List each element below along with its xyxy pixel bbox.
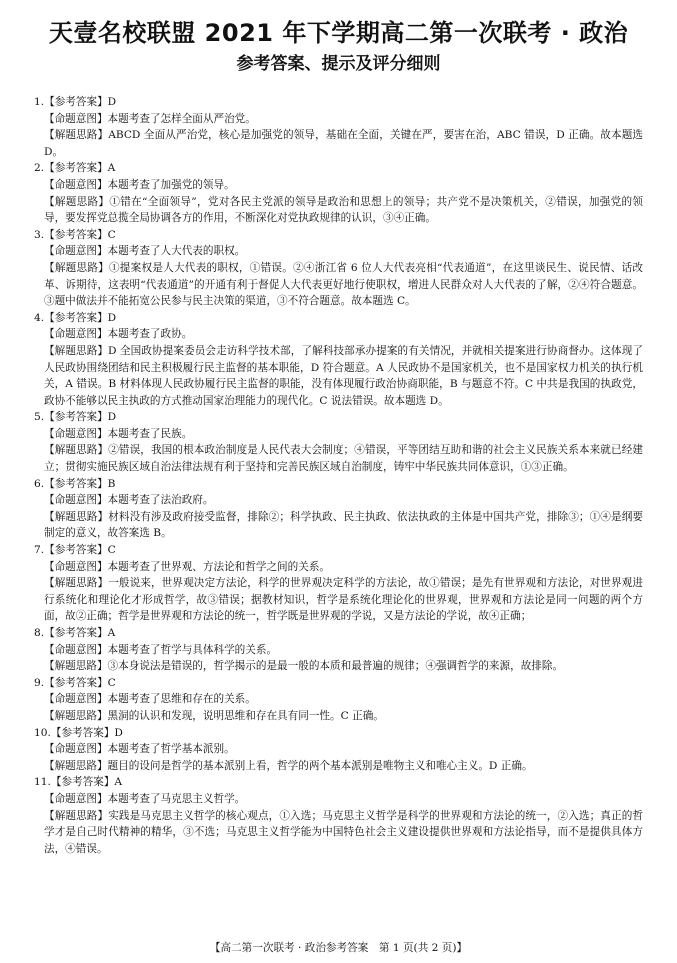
analysis-line: 【解题思路】一般说来，世界观决定方法论，科学的世界观决定科学的方法论，故①错误；是先有世界观和方法论，对世界观进行系统化和理论化才形成哲学，故③错误；据教材知识，哲学是系统化理论化的世界观，世界观和方法论是同一问题的两个方面，故②正确；哲学是世界观和方法论的统一，哲学既是世界观的学说，又是方法论的学说，故④正确； [44,577,643,623]
analysis-line: 【解题思路】D 全国政协提案委员会走访科学技术部，了解科技部承办提案的有关情况，并就相关提案进行协商督办。这体现了人民政协围绕团结和民主积极履行民主监督的基本职能，D 符合题意。A 人民政协不是国家机关，也不是国家权力机关的执行机关，A 错误。B 材料体现人民政协履行民主监督的职能，没有体现履行政治协商职能，B 与题意不符。C 中共是我国的执政党，政协不能够以民主执政的方式推动国家治理能力的现代化。C 说法错误。故本题选 D。 [44,344,643,407]
page-footer: 【高二第一次联考 · 政治参考答案 第 1 页(共 2 页)】 [209,942,468,954]
question-1 [34,94,643,160]
intent-line: 【命题意图】本题考查了世界观、方法论和哲学之间的关系。 [44,560,331,573]
answer-line: 6.【参考答案】B [34,477,116,490]
answer-line: 8.【参考答案】A [34,627,116,639]
analysis-line: 【解题思路】ABCD 全面从严治党，核心是加强党的领导，基础在全面，关键在严，要害在治，ABC 错误，D 正确。故本题选 D。 [44,129,643,158]
answer-line: 2.【参考答案】A [34,162,116,175]
page-title: 天壹名校联盟 2021 年下学期高二第一次联考 · 政治 [48,19,629,47]
question-2 [34,160,643,226]
intent-line: 【命题意图】本题考查了哲学与具体科学的关系。 [44,643,278,656]
analysis-line: 【解题思路】材料没有涉及政府接受监督，排除②；科学执政、民主执政、依法执政的主体是中国共产党，排除③；①④是纲要制定的意义，故答案选 B。 [44,510,643,540]
question-4 [34,310,643,410]
question-7 [34,542,643,625]
intent-line: 【命题意图】本题考查了思维和存在的关系。 [44,693,256,706]
analysis-line: 【解题思路】②错误，我国的根本政治制度是人民代表大会制度；④错误，平等团结互助和谐的社会主义民族关系本来就已经建立；贯彻实施民族区域自治法律法规有利于坚持和完善民族区域自治制度，铸牢中华民族共同体意识，①③正确。 [44,444,643,474]
answer-line: 5.【参考答案】D [34,411,117,424]
question-3 [34,227,643,310]
answer-line: 9.【参考答案】C [34,676,116,689]
intent-line: 【命题意图】本题考查了人大代表的职权。 [44,245,246,258]
question-11 [34,774,643,857]
intent-line: 【命题意图】本题考查了法治政府。 [44,494,214,507]
analysis-line: 【解题思路】①错在“全面领导”，党对各民主党派的领导是政治和思想上的领导；共产党不是决策机关，②错误，加强党的领导，要发挥党总揽全局协调各方的作用，不断深化对党执政规律的认识，③④正确。 [44,195,643,225]
analysis-line: 【解题思路】实践是马克思主义哲学的核心观点，①入选；马克思主义哲学是科学的世界观和方法论的统一，②入选；真正的哲学才是自己时代精神的精华，③不选；马克思主义哲学能为中国特色社会主义建设提供世界观和方法论指导，而不是提供具体方法，④错误。 [44,809,643,855]
answer-line: 10.【参考答案】D [34,726,123,739]
answer-line: 1.【参考答案】D [34,96,117,108]
question-6 [34,476,643,542]
answer-line: 4.【参考答案】D [34,311,117,324]
intent-line: 【命题意图】本题考查了哲学基本派别。 [44,743,235,756]
intent-line: 【命题意图】本题考查了政协。 [44,328,193,341]
intent-line: 【命题意图】本题考查了加强党的领导。 [44,178,235,191]
answer-line: 3.【参考答案】C [34,228,116,241]
intent-line: 【命题意图】本题考查了民族。 [44,427,193,440]
question-10 [34,725,643,775]
answer-line: 11.【参考答案】A [34,776,123,789]
analysis-line: 【解题思路】题目的设问是哲学的基本派别上看，哲学的两个基本派别是唯物主义和唯心主义。D 正确。 [44,759,533,772]
intent-line: 【命题意图】本题考查了怎样全面从严治党。 [44,112,256,125]
intent-line: 【命题意图】本题考查了马克思主义哲学。 [44,792,246,805]
analysis-line: 【解题思路】③本身说法是错误的，哲学揭示的是最一般的本质和最普遍的规律；④强调哲学的来源，故排除。 [44,660,564,673]
question-9 [34,675,643,725]
analysis-line: 【解题思路】①提案权是人大代表的职权，①错误。②④浙江省 6 位人大代表亮相“代表通道”，在这里谈民生、说民情、话改革、诉期待，这表明“代表通道”的开通有利于督促人大代表更好地行使职权，增进人民群众对人大代表的了解，②④符合题意。③题中做法并不能拓宽公民参与民主决策的渠道，③不符合题意。故本题选 C。 [44,261,643,308]
answer-line: 7.【参考答案】C [34,544,116,557]
analysis-line: 【解题思路】黑洞的认识和发现，说明思维和存在具有同一性。C 正确。 [44,709,384,722]
question-5 [34,409,643,475]
page-subtitle: 参考答案、提示及评分细则 [236,54,441,74]
question-8 [34,625,643,675]
